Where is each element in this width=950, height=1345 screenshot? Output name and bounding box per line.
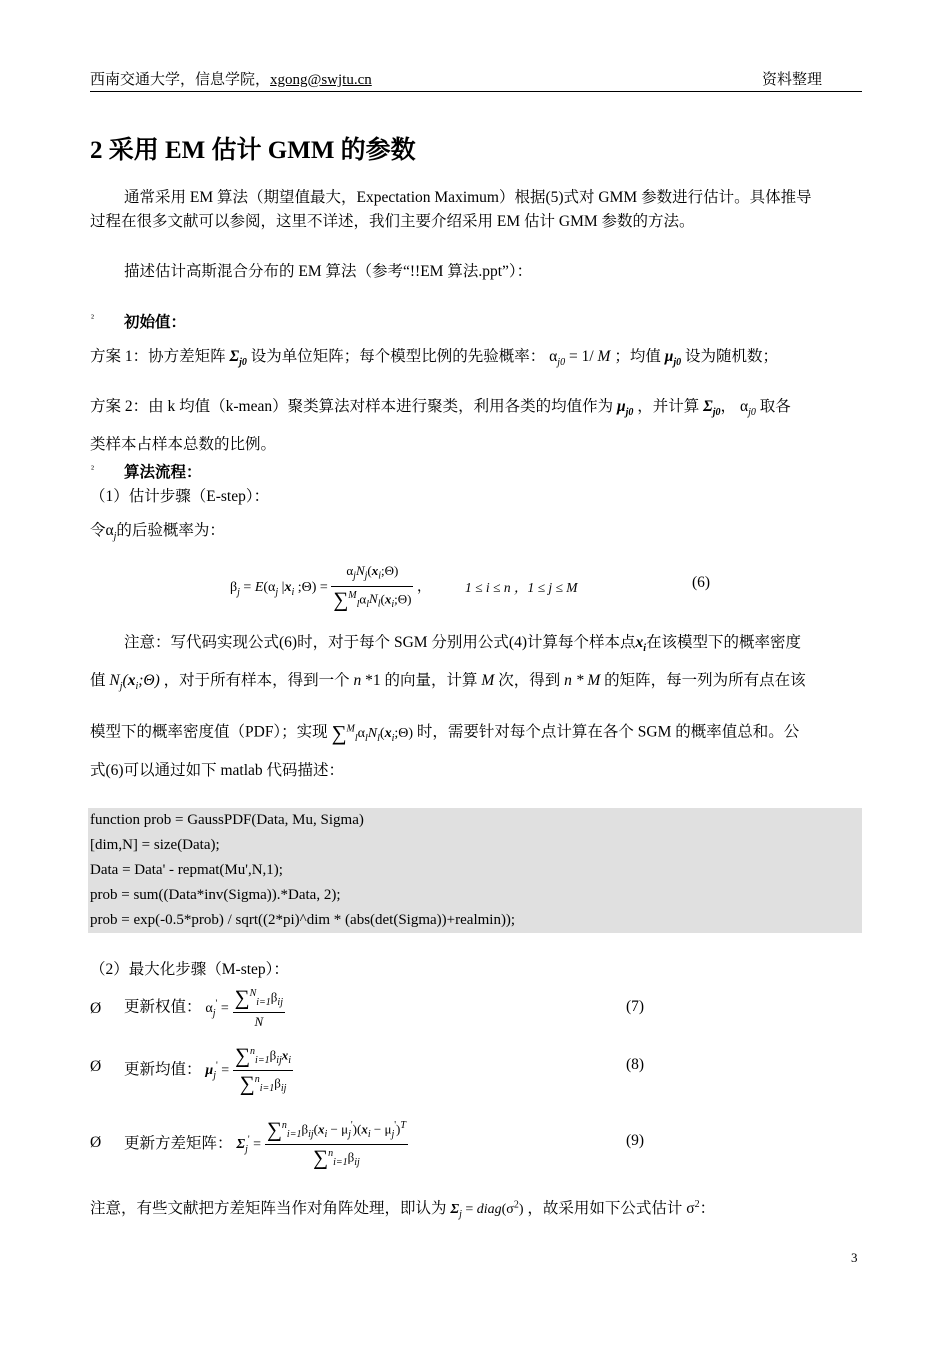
note2-b: ，故采用如下公式估计 <box>527 1200 683 1218</box>
sum-formula: $\sum^M_l\alpha_lN_l(x_i;\Theta)$ <box>331 720 414 745</box>
note1-line-4: 式(6)可以通过如下 matlab 代码描述： <box>90 762 345 779</box>
code-line: [dim,N] = size(Data); <box>90 837 220 853</box>
code-line: Data = Data' - repmat(Mu',N,1); <box>90 862 283 878</box>
mstep-bullet-3: Ø <box>90 1134 102 1151</box>
code-block <box>88 808 862 933</box>
note1-line-2 <box>90 668 806 700</box>
mu-j0-symbol: $\mu_{j0}$ <box>664 348 682 369</box>
plan1-b: 设为单位矩阵；每个模型比例的先验概率： <box>250 348 546 365</box>
flow-heading <box>124 460 202 482</box>
eq8-number: (8) <box>626 1056 645 1073</box>
header-right: 资料整理 <box>762 72 823 88</box>
note2-c: ： <box>699 1200 716 1218</box>
update-covariance-label: 更新方差矩阵： <box>124 1134 233 1152</box>
init-heading <box>124 310 186 332</box>
note1-3a: 模型下的概率密度值（PDF）；实现 <box>90 723 328 741</box>
note1-2b: ，对于所有样本，得到一个 <box>163 672 350 689</box>
plan2-c: ， <box>720 398 737 415</box>
diag-formula: $\Sigma_j$ = $diag(\sigma^2)$ <box>450 1199 524 1220</box>
note1-2c: 的向量，计算 <box>384 672 478 689</box>
header-affiliation: 西南交通大学，信息学院， <box>90 72 271 88</box>
plan2-b: ，并计算 <box>637 398 700 415</box>
note1-a: 注意：写代码实现公式(6)时，对于每个 SGM 分别用公式(4)计算每个样本点 <box>124 634 636 651</box>
update-mean-row: 更新均值： $\mu_j'$ = $\frac{\sum^n_{i=1}\beta_{ij}x_i}{\sum^n_{i=1}\beta_{ij}}$ <box>124 1043 293 1098</box>
let-b: 的后验概率为： <box>116 522 225 539</box>
note1-line-1 <box>124 630 801 662</box>
note1-3b: 时，需要针对每个点计算在各个 SGM 的概率值总和。公 <box>416 723 800 741</box>
posterior-line <box>90 518 225 550</box>
plan2-line-2: 类样本占样本总数的比例。 <box>90 436 277 453</box>
desc-line: 描述估计高斯混合分布的 EM 算法（参考“!!EM 算法.ppt”）： <box>124 263 533 280</box>
mstep-bullet-1: Ø <box>90 1000 102 1017</box>
code-line: prob = sum((Data*inv(Sigma)).*Data, 2); <box>90 887 341 903</box>
equation-6: $\beta_j = E(\alpha_j$ $|x_i$ ;Θ) = $\frac{\alpha_jN_j(x_i;\Theta)}{\sum^M_l\alpha_lN_l(x_i;\Theta)}$ ， <box>230 562 431 614</box>
plan1-line <box>90 344 778 376</box>
alpha-j0-symbol: $\alpha_{j0}$ <box>739 398 756 419</box>
plan2-line <box>90 394 791 426</box>
mstep-bullet-2: Ø <box>90 1058 102 1075</box>
note1-2e: 的矩阵，每一列为所有点在该 <box>604 672 806 689</box>
m-symbol: M <box>481 672 495 689</box>
sigma-j0-symbol: $\Sigma_{j0}$ <box>229 348 247 369</box>
eq7-fraction: $\frac{\sum^N_{i=1}\beta_{ij}}{N}$ <box>234 985 283 1029</box>
page-number: 3 <box>851 1250 858 1265</box>
eq6-number: (6) <box>692 574 711 591</box>
plan2-d: 取各 <box>759 398 791 415</box>
mstep-heading: （2）最大化步骤（M-step）： <box>90 961 289 978</box>
estep-heading: （1）估计步骤（E-step）： <box>90 488 270 505</box>
update-covariance-row: 更新方差矩阵： $\Sigma_j'$ = $\frac{\sum^n_{i=1}\beta_{ij}(x_i - \mu_j')(x_i - \mu_j')^T}{\sum^n_{i=1}\beta_{ij}}$ <box>124 1117 408 1172</box>
plan2-a: 方案 2：由 k 均值（k-mean）聚类算法对样本进行聚类，利用各类的均值作为 <box>90 398 614 415</box>
code-line: function prob = GaussPDF(Data, Mu, Sigma) <box>90 812 364 828</box>
plan1-a: 方案 1：协方差矩阵 <box>90 348 226 365</box>
note1-line-3 <box>90 716 799 751</box>
header-email[interactable]: xgong@swjtu.cn <box>270 72 372 88</box>
sigma-squared: $\sigma^2$ <box>686 1199 700 1218</box>
note2-line <box>90 1192 715 1228</box>
flow-bullet: ² <box>91 464 94 475</box>
init-bullet: ² <box>91 313 94 324</box>
eq9-number: (9) <box>626 1132 645 1149</box>
init-colon: ： <box>170 314 187 331</box>
update-mean-label: 更新均值： <box>124 1060 202 1078</box>
note2-a: 注意，有些文献把方差矩阵当作对角阵处理，即认为 <box>90 1200 447 1218</box>
flow-title: 算法流程 <box>124 464 187 481</box>
intro-line-1: 通常采用 EM 算法（期望值最大，Expectation Maximum）根据(5)式对 GMM 参数进行估计。具体推导 <box>124 189 812 206</box>
eq7-number: (7) <box>626 998 645 1015</box>
plan1-c: ；均值 <box>614 348 661 365</box>
eq6-condition: 1 ≤ i ≤ n ，1 ≤ j ≤ M <box>465 580 578 595</box>
update-weight-row: 更新权值： $\alpha_j'$ = $\frac{\sum^N_{i=1}\beta_{ij}}{N}$ <box>124 985 283 1029</box>
header-rule <box>90 91 862 92</box>
init-title: 初始值 <box>124 314 171 331</box>
mu-j0-symbol-2: $\mu_{j0}$ <box>616 398 634 419</box>
flow-colon: ： <box>186 464 202 481</box>
sigma-j0-symbol-2: $\Sigma_{j0}$ <box>703 398 721 419</box>
section-title: 2 采用 EM 估计 GMM 的参数 <box>90 137 416 164</box>
note1-2a: 值 <box>90 672 106 689</box>
n-times-m: n * M <box>564 672 601 689</box>
eq6-fraction: $\frac{\alpha_jN_j(x_i;\Theta)}{\sum^M_l\alpha_lN_l(x_i;\Theta)}$ <box>333 563 412 611</box>
alpha-j0-formula: $\alpha_{j0} = 1/$ M <box>549 348 611 369</box>
header-left <box>90 68 372 89</box>
eq8-fraction: $\frac{\sum^n_{i=1}\beta_{ij}x_i}{\sum^n_{i=1}\beta_{ij}}$ <box>235 1043 292 1096</box>
n-times-1: n *1 <box>353 672 381 689</box>
note1-2d: 次，得到 <box>498 672 561 689</box>
nj-formula: $N_j(x_i;\Theta)$ <box>109 672 160 693</box>
alpha-j-symbol: $\alpha_j$ <box>105 522 117 543</box>
intro-line-2: 过程在很多文献可以参阅，这里不详述，我们主要介绍采用 EM 估计 GMM 参数的方法。 <box>90 213 695 230</box>
eq9-fraction: $\frac{\sum^n_{i=1}\beta_{ij}(x_i - \mu_j')(x_i - \mu_j')^T}{\sum^n_{i=1}\beta_{ij}}$ <box>266 1117 406 1170</box>
update-weight-label: 更新权值： <box>124 998 202 1016</box>
let-a: 令 <box>90 522 106 539</box>
note1-b: 在该模型下的概率密度 <box>646 634 802 651</box>
plan1-d: 设为随机数； <box>684 348 778 365</box>
code-line: prob = exp(-0.5*prob) / sqrt((2*pi)^dim * (abs(det(Sigma))+realmin)); <box>90 912 516 928</box>
x-i-symbol: $x_i$ <box>635 634 647 655</box>
